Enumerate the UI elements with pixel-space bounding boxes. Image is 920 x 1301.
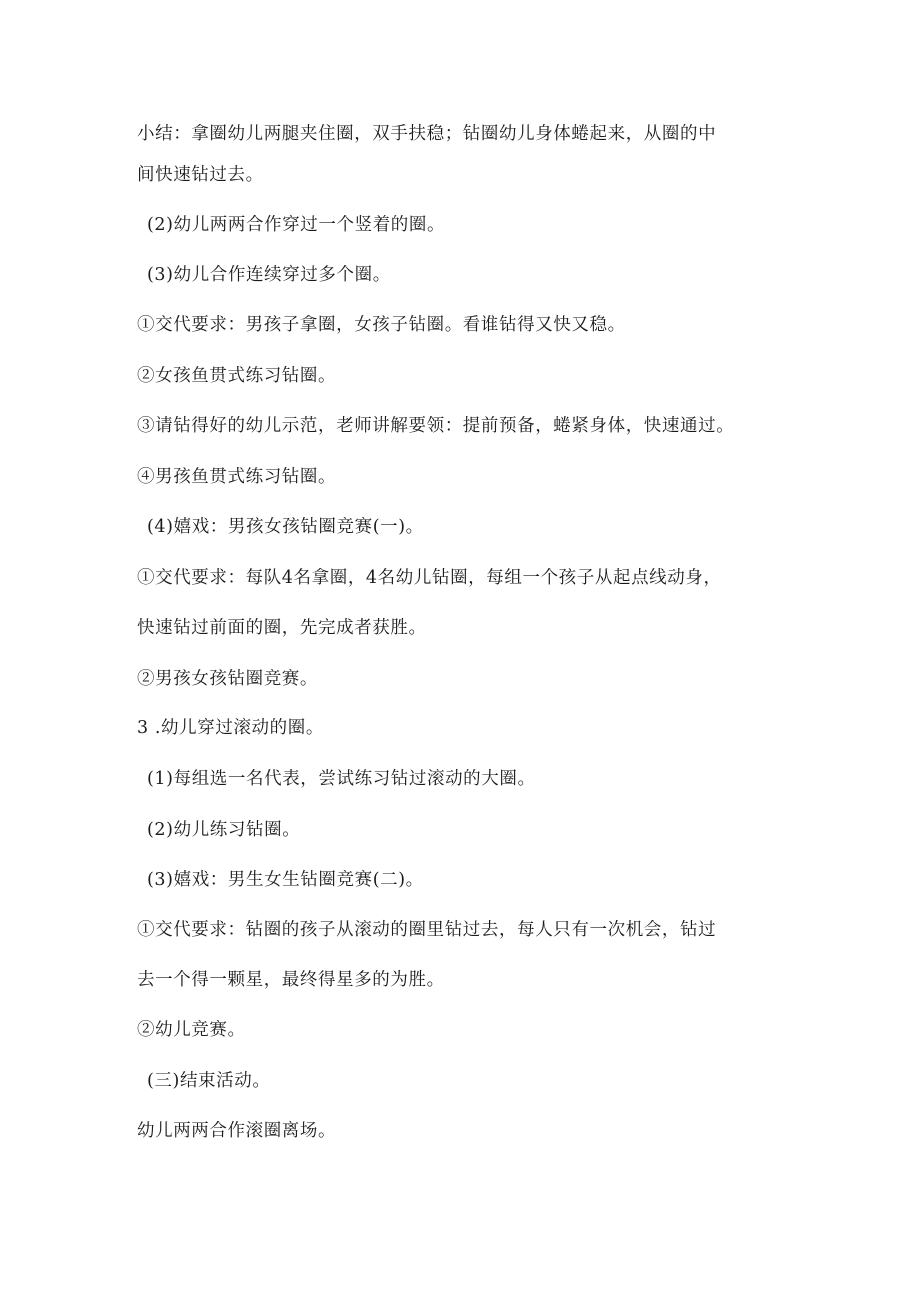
paragraph-line: ③请钻得好的幼儿示范，老师讲解要领：提前预备，蜷紧身体，快速通过。 [137, 416, 735, 436]
paragraph-line: 去一个得一颗星，最终得星多的为胜。 [137, 970, 445, 990]
paragraph-line: (三)结束活动。 [147, 1071, 271, 1091]
paragraph-line: 3 .幼儿穿过滚动的圈。 [137, 718, 324, 738]
paragraph-line: (4)嬉戏：男孩女孩钻圈竞赛(一)。 [147, 517, 424, 537]
paragraph-line: ④男孩鱼贯式练习钻圈。 [137, 467, 337, 487]
paragraph-line: (2)幼儿两两合作穿过一个竖着的圈。 [147, 215, 446, 235]
paragraph-line: 快速钻过前面的圈，先完成者获胜。 [137, 618, 427, 638]
paragraph-line: (3)幼儿合作连续穿过多个圈。 [147, 265, 391, 285]
paragraph-line: (2)幼儿练习钻圈。 [147, 820, 301, 840]
paragraph-line: ②男孩女孩钻圈竞赛。 [137, 669, 318, 689]
paragraph-line: ①交代要求：钻圈的孩子从滚动的圈里钻过去，每人只有一次机会，钻过 [137, 920, 717, 940]
paragraph-line: 幼儿两两合作滚圈离场。 [137, 1121, 337, 1141]
paragraph-line: ②女孩鱼贯式练习钻圈。 [137, 366, 337, 386]
paragraph-line: (1)每组选一名代表，尝试练习钻过滚动的大圈。 [147, 769, 536, 789]
paragraph-line: 间快速钻过去。 [137, 165, 264, 185]
paragraph-line: 小结：拿圈幼儿两腿夹住圈，双手扶稳；钻圈幼儿身体蜷起来，从圈的中 [137, 124, 717, 144]
paragraph-line: ①交代要求：男孩子拿圈，女孩子钻圈。看谁钻得又快又稳。 [137, 315, 626, 335]
paragraph-line: (3)嬉戏：男生女生钻圈竞赛(二)。 [147, 870, 424, 890]
paragraph-line: ②幼儿竞赛。 [137, 1020, 246, 1040]
paragraph-line: ①交代要求：每队4名拿圈，4名幼儿钻圈，每组一个孩子从起点线动身， [137, 568, 722, 588]
